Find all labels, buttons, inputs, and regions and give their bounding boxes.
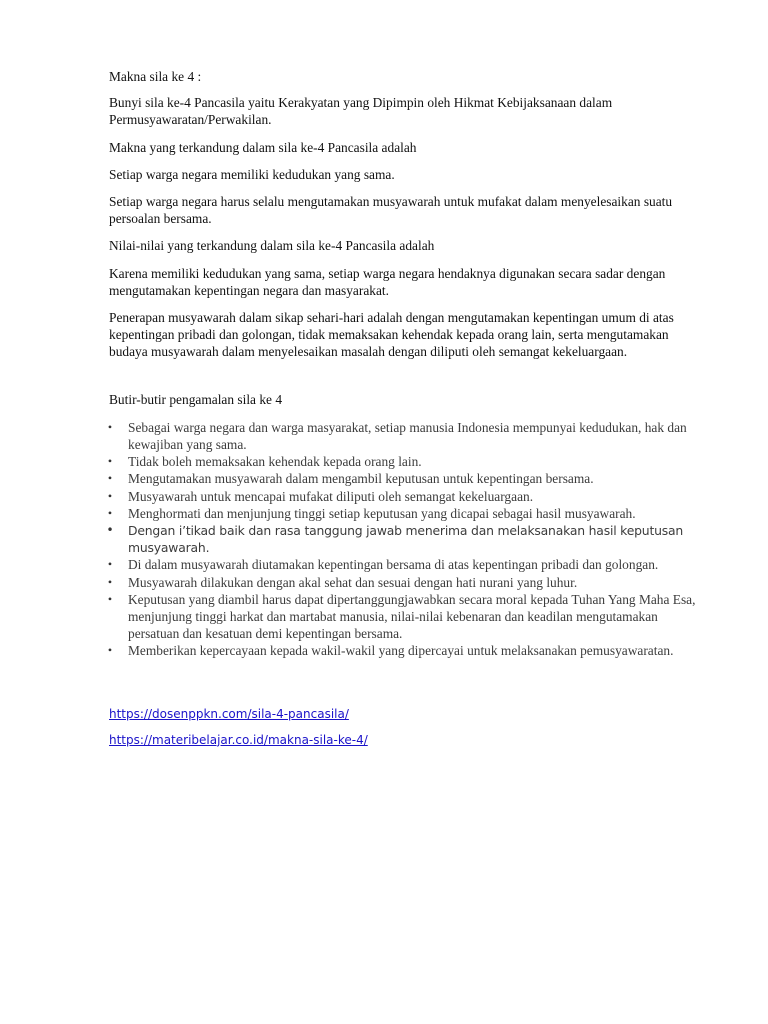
list-item — [105, 522, 705, 556]
list-item — [105, 488, 705, 505]
paragraph-makna-2: Setiap warga negara harus selalu mengutamakan musyawarah untuk mufakat dalam menyelesaikan suatu persoalan bersama. — [109, 194, 673, 227]
reference-link-dosenppkn[interactable]: https://dosenppkn.com/sila-4-pancasila/ — [109, 706, 349, 721]
reference-link-materibelajar[interactable]: https://materibelajar.co.id/makna-sila-ke-4/ — [109, 732, 368, 747]
bullet-icon: • — [107, 454, 113, 469]
paragraph-makna-1: Setiap warga negara memiliki kedudukan yang sama. — [109, 166, 395, 182]
bullet-icon: • — [107, 574, 113, 589]
list-item-text: Di dalam musyawarah diutamakan kepentingan bersama di atas kepentingan pribadi dan golongan. — [128, 557, 659, 573]
list-item — [105, 574, 705, 591]
document-content — [106, 68, 709, 758]
list-item-text: Memberikan kepercayaan kepada wakil-wakil yang dipercayai untuk melaksanakan pemusyawaratan. — [128, 643, 674, 659]
list-item — [105, 470, 705, 487]
list-item — [105, 453, 705, 470]
list-item — [105, 419, 705, 453]
section-spacer — [109, 371, 709, 391]
paragraph-nilai-intro: Nilai-nilai yang terkandung dalam sila ke-4 Pancasila adalah — [109, 238, 435, 254]
bullet-icon: • — [107, 591, 113, 606]
bullet-icon: • — [107, 505, 113, 520]
list-item — [105, 556, 705, 573]
list-item-text: Musyawarah untuk mencapai mufakat diliputi oleh semangat kekeluargaan. — [128, 488, 534, 504]
list-item — [105, 642, 705, 659]
document-heading: Makna sila ke 4 : — [109, 69, 202, 84]
list-item-text: Sebagai warga negara dan warga masyarakat, setiap manusia Indonesia mempunyai kedudukan, hak dan kewajiban yang sama. — [128, 419, 687, 453]
bullet-icon: • — [107, 419, 113, 434]
paragraph-penerapan: Penerapan musyawarah dalam sikap sehari-hari adalah dengan mengutamakan kepentingan umum di atas kepentingan pribadi dan golongan, tidak memaksakan kehendak kepada orang lain, serta mengutamakan budaya musyawarah dalam menyelesaikan masalah dengan diliputi oleh semangat kekeluargaan. — [109, 310, 674, 360]
paragraph-bunyi-sila: Bunyi sila ke-4 Pancasila yaitu Kerakyatan yang Dipimpin oleh Hikmat Kebijaksanaan dalam Permusyawaratan/Perwakilan. — [109, 95, 613, 128]
paragraph-makna-intro: Makna yang terkandung dalam sila ke-4 Pancasila adalah — [109, 139, 417, 155]
paragraph-nilai-1: Karena memiliki kedudukan yang sama, setiap warga negara hendaknya digunakan secara sadar dengan mengutamakan kepentingan negara dan masyarakat. — [109, 265, 666, 298]
list-item-text: Dengan i’tikad baik dan rasa tanggung jawab menerima dan melaksanakan hasil keputusan musyawarah. — [128, 523, 684, 556]
reference-links — [109, 706, 709, 748]
bullet-icon: • — [107, 557, 113, 572]
list-item — [105, 505, 705, 522]
bullet-icon: • — [107, 471, 113, 486]
list-item-text: Menghormati dan menjunjung tinggi setiap keputusan yang dicapai sebagai hasil musyawarah. — [128, 505, 636, 521]
butir-section-title: Butir-butir pengamalan sila ke 4 — [109, 391, 283, 407]
bullet-icon: • — [106, 523, 114, 538]
bullet-icon: • — [107, 488, 113, 503]
list-item-text: Tidak boleh memaksakan kehendak kepada orang lain. — [128, 454, 422, 470]
butir-list — [105, 419, 705, 660]
list-item — [105, 591, 705, 643]
list-item-text: Keputusan yang diambil harus dapat dipertanggungjawabkan secara moral kepada Tuhan Yang Maha Esa, menjunjung tinggi harkat dan martabat manusia, nilai-nilai kebenaran dan keadilan mengutamakan persatuan dan kesatuan demi kepentingan bersama. — [128, 591, 696, 642]
list-item-text: Mengutamakan musyawarah dalam mengambil keputusan untuk kepentingan bersama. — [128, 471, 594, 487]
list-item-text: Musyawarah dilakukan dengan akal sehat dan sesuai dengan hati nurani yang luhur. — [128, 574, 578, 590]
bullet-icon: • — [107, 643, 113, 658]
